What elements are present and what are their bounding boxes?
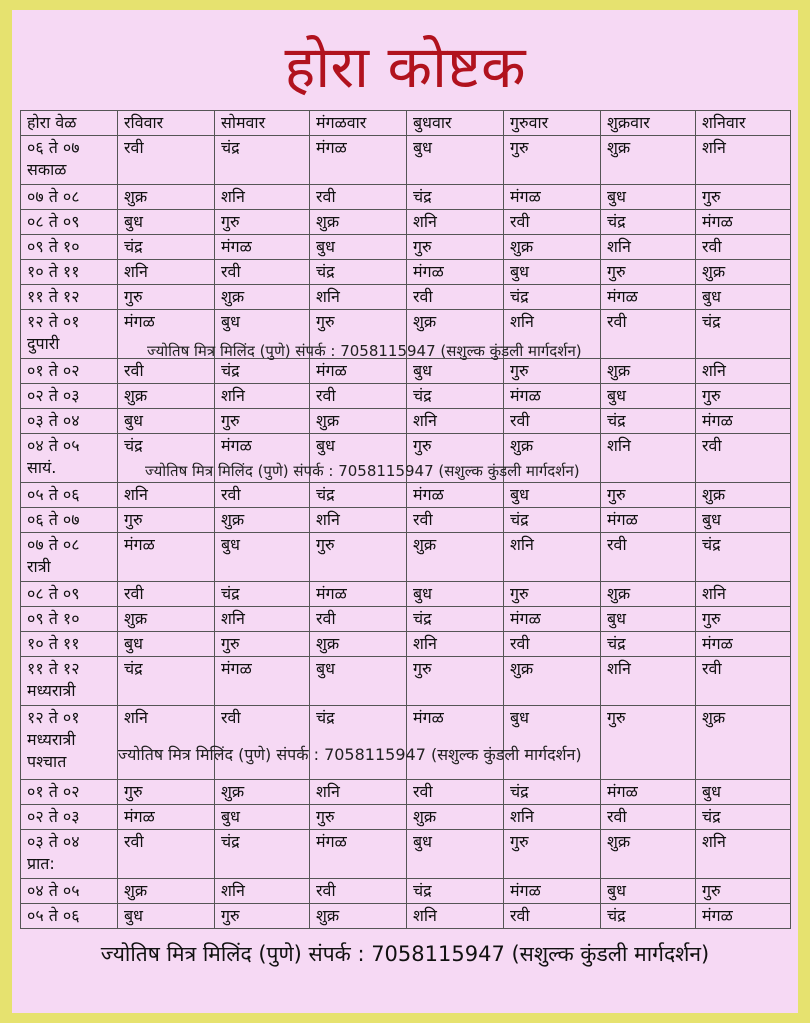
planet-cell: बुध xyxy=(215,805,310,830)
planet-cell: बुध xyxy=(601,879,696,904)
planet-cell: मंगळ xyxy=(504,384,601,409)
time-label-line: ०४ ते ०५ xyxy=(27,881,80,900)
planet-cell: शुक्र xyxy=(310,632,407,657)
time-label-line: मध्यरात्री xyxy=(27,681,76,700)
planet-cell: बुध xyxy=(696,285,791,310)
planet-cell: मंगळ xyxy=(601,508,696,533)
planet-cell: शुक्र xyxy=(118,607,215,632)
planet-cell: बुध xyxy=(118,409,215,434)
time-label-line: ११ ते १२ xyxy=(27,287,80,306)
time-cell xyxy=(21,879,118,904)
planet-cell: बुध xyxy=(215,533,310,582)
planet-cell: गुरु xyxy=(504,830,601,879)
planet-cell: शनि xyxy=(310,508,407,533)
planet-cell: मंगळ xyxy=(310,830,407,879)
time-cell xyxy=(21,210,118,235)
time-label-line: १२ ते ०१ xyxy=(27,708,80,727)
planet-cell: बुध xyxy=(118,904,215,929)
planet-cell: शुक्र xyxy=(310,904,407,929)
planet-cell: मंगळ xyxy=(504,607,601,632)
table-row xyxy=(21,285,791,310)
time-cell xyxy=(21,260,118,285)
planet-cell: शुक्र xyxy=(215,508,310,533)
planet-cell: मंगळ xyxy=(407,260,504,285)
planet-cell: रवी xyxy=(215,706,310,780)
time-label-line: ०९ ते १० xyxy=(27,609,80,628)
time-cell xyxy=(21,706,118,780)
planet-cell: शुक्र xyxy=(696,483,791,508)
time-label-line: ०१ ते ०२ xyxy=(27,782,80,801)
header-cell: मंगळवार xyxy=(310,111,407,136)
time-label-line: ०८ ते ०९ xyxy=(27,212,80,231)
time-cell xyxy=(21,384,118,409)
planet-cell: गुरु xyxy=(215,210,310,235)
time-cell xyxy=(21,582,118,607)
planet-cell: बुध xyxy=(310,434,407,483)
planet-cell: चंद्र xyxy=(215,582,310,607)
planet-cell: शनि xyxy=(696,136,791,185)
header-cell: शुक्रवार xyxy=(601,111,696,136)
planet-cell: रवी xyxy=(310,607,407,632)
planet-cell: बुध xyxy=(118,210,215,235)
header-cell: सोमवार xyxy=(215,111,310,136)
time-label-line: पश्चात xyxy=(27,752,67,771)
planet-cell: गुरु xyxy=(601,260,696,285)
time-label-line: सायं. xyxy=(27,458,57,477)
planet-cell: गुरु xyxy=(118,508,215,533)
planet-cell: रवी xyxy=(310,384,407,409)
planet-cell: गुरु xyxy=(118,780,215,805)
planet-cell: गुरु xyxy=(696,879,791,904)
planet-cell: गुरु xyxy=(696,607,791,632)
time-label-line: ०३ ते ०४ xyxy=(27,832,80,851)
time-cell xyxy=(21,780,118,805)
header-cell: बुधवार xyxy=(407,111,504,136)
planet-cell: रवी xyxy=(310,185,407,210)
table-row xyxy=(21,657,791,706)
planet-cell: गुरु xyxy=(407,657,504,706)
planet-cell: गुरु xyxy=(696,384,791,409)
planet-cell: चंद्र xyxy=(215,830,310,879)
planet-cell: गुरु xyxy=(118,285,215,310)
planet-cell: बुध xyxy=(407,830,504,879)
planet-cell: मंगळ xyxy=(696,409,791,434)
planet-cell: गुरु xyxy=(215,632,310,657)
planet-cell: रवी xyxy=(118,582,215,607)
planet-cell: चंद्र xyxy=(407,879,504,904)
planet-cell: शनि xyxy=(215,384,310,409)
planet-cell: रवी xyxy=(407,780,504,805)
planet-cell: रवी xyxy=(215,260,310,285)
planet-cell: शनि xyxy=(215,879,310,904)
planet-cell: चंद्र xyxy=(696,533,791,582)
header-cell: रविवार xyxy=(118,111,215,136)
planet-cell: बुध xyxy=(215,310,310,359)
header-cell: होरा वेळ xyxy=(21,111,118,136)
planet-cell: मंगळ xyxy=(215,434,310,483)
planet-cell: रवी xyxy=(696,657,791,706)
planet-cell: मंगळ xyxy=(504,185,601,210)
planet-cell: गुरु xyxy=(407,434,504,483)
planet-cell: शुक्र xyxy=(407,533,504,582)
planet-cell: रवी xyxy=(696,434,791,483)
planet-cell: शुक्र xyxy=(118,384,215,409)
planet-cell: शुक्र xyxy=(407,805,504,830)
planet-cell: शनि xyxy=(215,607,310,632)
time-label-line: ०५ ते ०६ xyxy=(27,485,80,504)
table-row xyxy=(21,508,791,533)
table-row xyxy=(21,210,791,235)
planet-cell: शुक्र xyxy=(118,879,215,904)
planet-cell: बुध xyxy=(696,780,791,805)
planet-cell: चंद्र xyxy=(310,483,407,508)
time-cell xyxy=(21,508,118,533)
watermark-text: ज्योतिष मित्र मिलिंद (पुणे) संपर्क : 7058115947 (सशुल्क कुंडली मार्गदर्शन) xyxy=(147,342,582,360)
page-title: होरा कोष्टक xyxy=(284,33,526,101)
table-row xyxy=(21,805,791,830)
time-cell xyxy=(21,434,118,483)
time-cell xyxy=(21,409,118,434)
planet-cell: चंद्र xyxy=(696,310,791,359)
planet-cell: गुरु xyxy=(407,235,504,260)
planet-cell: मंगळ xyxy=(310,136,407,185)
planet-cell: शुक्र xyxy=(696,260,791,285)
table-row xyxy=(21,409,791,434)
planet-cell: चंद्र xyxy=(310,706,407,780)
planet-cell: मंगळ xyxy=(310,582,407,607)
time-label-line: मध्यरात्री xyxy=(27,730,76,749)
planet-cell: शनि xyxy=(504,533,601,582)
time-label-line: ११ ते १२ xyxy=(27,659,80,678)
planet-cell: रवी xyxy=(696,235,791,260)
time-label-line: रात्री xyxy=(27,557,51,576)
time-cell xyxy=(21,483,118,508)
planet-cell: शनि xyxy=(407,210,504,235)
planet-cell: शनि xyxy=(215,185,310,210)
planet-cell: बुध xyxy=(601,607,696,632)
planet-cell: गुरु xyxy=(601,483,696,508)
planet-cell: रवी xyxy=(118,136,215,185)
planet-cell: चंद्र xyxy=(310,260,407,285)
time-label-line: ०७ ते ०८ xyxy=(27,187,80,206)
planet-cell: शुक्र xyxy=(310,409,407,434)
time-label-line: दुपारी xyxy=(27,334,60,353)
table-row xyxy=(21,904,791,929)
planet-cell: बुध xyxy=(310,235,407,260)
planet-cell: रवी xyxy=(601,310,696,359)
time-label-line: ०३ ते ०४ xyxy=(27,411,80,430)
planet-cell: गुरु xyxy=(215,904,310,929)
time-cell xyxy=(21,185,118,210)
hora-chart-card xyxy=(12,10,798,1013)
planet-cell: शुक्र xyxy=(601,830,696,879)
planet-cell: शनि xyxy=(696,359,791,384)
planet-cell: चंद्र xyxy=(407,384,504,409)
planet-cell: शनि xyxy=(118,483,215,508)
table-row xyxy=(21,483,791,508)
planet-cell: शुक्र xyxy=(504,657,601,706)
planet-cell: मंगळ xyxy=(118,805,215,830)
table-row xyxy=(21,359,791,384)
planet-cell: गुरु xyxy=(310,310,407,359)
planet-cell: बुध xyxy=(601,185,696,210)
time-label-line: ०६ ते ०७ xyxy=(27,138,80,157)
table-row xyxy=(21,235,791,260)
time-label-line: प्रात: xyxy=(27,854,55,873)
planet-cell: शनि xyxy=(601,235,696,260)
time-label-line: १० ते ११ xyxy=(27,262,80,281)
watermark-text: ज्योतिष मित्र मिलिंद (पुणे) संपर्क : 7058115947 (सशुल्क कुंडली मार्गदर्शन) xyxy=(145,462,580,480)
planet-cell: मंगळ xyxy=(310,359,407,384)
planet-cell: मंगळ xyxy=(118,533,215,582)
time-label-line: १० ते ११ xyxy=(27,634,80,653)
planet-cell: रवी xyxy=(504,210,601,235)
planet-cell: बुध xyxy=(407,582,504,607)
planet-cell: रवी xyxy=(215,483,310,508)
planet-cell: शुक्र xyxy=(310,210,407,235)
table-header-row xyxy=(21,111,791,136)
planet-cell: शुक्र xyxy=(601,359,696,384)
planet-cell: शनि xyxy=(310,780,407,805)
table-row xyxy=(21,384,791,409)
time-cell xyxy=(21,310,118,359)
time-label-line: ०२ ते ०३ xyxy=(27,807,80,826)
planet-cell: रवी xyxy=(310,879,407,904)
planet-cell: बुध xyxy=(601,384,696,409)
table-row xyxy=(21,136,791,185)
planet-cell: चंद्र xyxy=(407,185,504,210)
planet-cell: बुध xyxy=(696,508,791,533)
planet-cell: मंगळ xyxy=(407,706,504,780)
time-cell xyxy=(21,904,118,929)
planet-cell: मंगळ xyxy=(696,632,791,657)
time-cell xyxy=(21,657,118,706)
time-label-line: ०४ ते ०५ xyxy=(27,436,80,455)
planet-cell: गुरु xyxy=(504,582,601,607)
planet-cell: बुध xyxy=(504,706,601,780)
planet-cell: मंगळ xyxy=(215,235,310,260)
contact-footer: ज्योतिष मित्र मिलिंद (पुणे) संपर्क : 7058115947 (सशुल्क कुंडली मार्गदर्शन) xyxy=(100,942,710,966)
planet-cell: शनि xyxy=(696,830,791,879)
planet-cell: मंगळ xyxy=(601,285,696,310)
planet-cell: शनि xyxy=(601,434,696,483)
table-row xyxy=(21,607,791,632)
time-cell xyxy=(21,607,118,632)
planet-cell: शुक्र xyxy=(215,285,310,310)
time-cell xyxy=(21,359,118,384)
planet-cell: मंगळ xyxy=(407,483,504,508)
time-cell xyxy=(21,805,118,830)
planet-cell: चंद्र xyxy=(601,409,696,434)
planet-cell: मंगळ xyxy=(696,904,791,929)
time-label-line: ०८ ते ०९ xyxy=(27,584,80,603)
planet-cell: चंद्र xyxy=(601,904,696,929)
table-row xyxy=(21,879,791,904)
time-cell xyxy=(21,830,118,879)
planet-cell: चंद्र xyxy=(601,210,696,235)
planet-cell: रवी xyxy=(118,359,215,384)
time-label-line: ०७ ते ०८ xyxy=(27,535,80,554)
planet-cell: रवी xyxy=(601,533,696,582)
planet-cell: बुध xyxy=(310,657,407,706)
planet-cell: शनि xyxy=(118,706,215,780)
planet-cell: शनि xyxy=(407,904,504,929)
planet-cell: चंद्र xyxy=(696,805,791,830)
planet-cell: रवी xyxy=(504,904,601,929)
planet-cell: शनि xyxy=(601,657,696,706)
planet-cell: शुक्र xyxy=(118,185,215,210)
planet-cell: रवी xyxy=(407,285,504,310)
planet-cell: चंद्र xyxy=(407,607,504,632)
planet-cell: शनि xyxy=(504,805,601,830)
planet-cell: शुक्र xyxy=(407,310,504,359)
planet-cell: बुध xyxy=(504,260,601,285)
planet-cell: मंगळ xyxy=(504,879,601,904)
planet-cell: रवी xyxy=(504,409,601,434)
planet-cell: बुध xyxy=(407,136,504,185)
table-row xyxy=(21,632,791,657)
time-cell xyxy=(21,235,118,260)
planet-cell: गुरु xyxy=(215,409,310,434)
planet-cell: शुक्र xyxy=(215,780,310,805)
planet-cell: मंगळ xyxy=(118,310,215,359)
time-label-line: १२ ते ०१ xyxy=(27,312,80,331)
watermark-text: ज्योतिष मित्र मिलिंद (पुणे) संपर्क : 7058115947 (सशुल्क कुंडली मार्गदर्शन) xyxy=(118,745,582,764)
planet-cell: मंगळ xyxy=(696,210,791,235)
planet-cell: गुरु xyxy=(696,185,791,210)
table-row xyxy=(21,533,791,582)
planet-cell: रवी xyxy=(504,632,601,657)
planet-cell: गुरु xyxy=(310,805,407,830)
planet-cell: शनि xyxy=(310,285,407,310)
planet-cell: चंद्र xyxy=(504,780,601,805)
planet-cell: गुरु xyxy=(504,136,601,185)
planet-cell: मंगळ xyxy=(215,657,310,706)
table-row xyxy=(21,582,791,607)
time-label-line: ०६ ते ०७ xyxy=(27,510,80,529)
planet-cell: बुध xyxy=(407,359,504,384)
time-label-line: सकाळ xyxy=(27,160,67,179)
planet-cell: बुध xyxy=(504,483,601,508)
planet-cell: चंद्र xyxy=(118,235,215,260)
table-body xyxy=(21,136,791,929)
table-row xyxy=(21,830,791,879)
planet-cell: गुरु xyxy=(504,359,601,384)
planet-cell: शुक्र xyxy=(504,235,601,260)
planet-cell: गुरु xyxy=(310,533,407,582)
time-label-line: ०२ ते ०३ xyxy=(27,386,80,405)
table-row xyxy=(21,780,791,805)
planet-cell: शुक्र xyxy=(696,706,791,780)
planet-cell: रवी xyxy=(601,805,696,830)
planet-cell: बुध xyxy=(118,632,215,657)
planet-cell: शनि xyxy=(504,310,601,359)
table-row xyxy=(21,260,791,285)
planet-cell: शुक्र xyxy=(504,434,601,483)
time-cell xyxy=(21,533,118,582)
planet-cell: शनि xyxy=(696,582,791,607)
time-cell xyxy=(21,632,118,657)
planet-cell: चंद्र xyxy=(504,508,601,533)
time-label-line: ०९ ते १० xyxy=(27,237,80,256)
time-label-line: ०५ ते ०६ xyxy=(27,906,80,925)
planet-cell: चंद्र xyxy=(601,632,696,657)
planet-cell: चंद्र xyxy=(504,285,601,310)
header-cell: शनिवार xyxy=(696,111,791,136)
planet-cell: शुक्र xyxy=(601,582,696,607)
planet-cell: शुक्र xyxy=(601,136,696,185)
time-label-line: ०१ ते ०२ xyxy=(27,361,80,380)
planet-cell: शनि xyxy=(118,260,215,285)
planet-cell: चंद्र xyxy=(215,359,310,384)
header-cell: गुरुवार xyxy=(504,111,601,136)
planet-cell: गुरु xyxy=(601,706,696,780)
planet-cell: रवी xyxy=(118,830,215,879)
planet-cell: चंद्र xyxy=(118,434,215,483)
hora-table xyxy=(20,110,791,929)
table-row xyxy=(21,185,791,210)
time-cell xyxy=(21,136,118,185)
planet-cell: चंद्र xyxy=(118,657,215,706)
planet-cell: शनि xyxy=(407,632,504,657)
planet-cell: शनि xyxy=(407,409,504,434)
planet-cell: चंद्र xyxy=(215,136,310,185)
time-cell xyxy=(21,285,118,310)
planet-cell: मंगळ xyxy=(601,780,696,805)
planet-cell: रवी xyxy=(407,508,504,533)
